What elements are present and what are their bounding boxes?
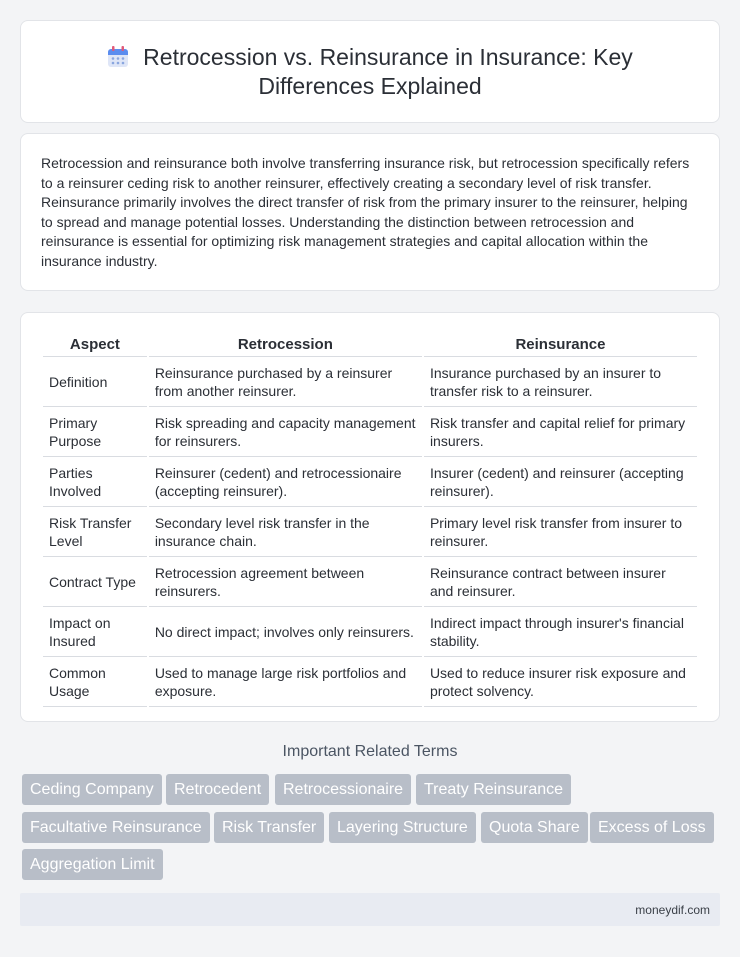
cell-retrocession: Secondary level risk transfer in the insurance chain. bbox=[149, 507, 422, 557]
cell-reinsurance: Risk transfer and capital relief for primary insurers. bbox=[424, 407, 697, 457]
cell-retrocession: Reinsurer (cedent) and retrocessionaire (accepting reinsurer). bbox=[149, 457, 422, 507]
header-reinsurance: Reinsurance bbox=[424, 333, 697, 357]
tag-quota-share[interactable]: Quota Share bbox=[481, 812, 588, 843]
cell-aspect: Contract Type bbox=[43, 557, 147, 607]
cell-retrocession: No direct impact; involves only reinsurers. bbox=[149, 607, 422, 657]
cell-retrocession: Used to manage large risk portfolios and exposure. bbox=[149, 657, 422, 707]
title-line-2: Differences Explained bbox=[258, 73, 482, 99]
cell-reinsurance: Indirect impact through insurer's financial stability. bbox=[424, 607, 697, 657]
footer-site[interactable]: moneydif.com bbox=[635, 903, 710, 917]
tag-treaty-reinsurance[interactable]: Treaty Reinsurance bbox=[416, 774, 571, 805]
cell-aspect: Risk Transfer Level bbox=[43, 507, 147, 557]
cell-aspect: Primary Purpose bbox=[43, 407, 147, 457]
cell-aspect: Impact on Insured bbox=[43, 607, 147, 657]
tag-excess-of-loss[interactable]: Excess of Loss bbox=[590, 812, 714, 843]
tag-retrocessionaire[interactable]: Retrocessionaire bbox=[275, 774, 411, 805]
table-row bbox=[43, 607, 697, 657]
table-header-row bbox=[43, 333, 697, 357]
tag-ceding-company[interactable]: Ceding Company bbox=[22, 774, 162, 805]
calendar-icon bbox=[107, 46, 129, 68]
table-row bbox=[43, 457, 697, 507]
footer-bar bbox=[20, 893, 720, 926]
cell-retrocession: Risk spreading and capacity management for reinsurers. bbox=[149, 407, 422, 457]
cell-retrocession: Reinsurance purchased by a reinsurer from another reinsurer. bbox=[149, 357, 422, 407]
comparison-card bbox=[20, 312, 720, 722]
intro-card bbox=[20, 133, 720, 291]
cell-aspect: Parties Involved bbox=[43, 457, 147, 507]
related-terms-title: Important Related Terms bbox=[282, 743, 458, 760]
table-row bbox=[43, 557, 697, 607]
table-row bbox=[43, 657, 697, 707]
title-card bbox=[20, 20, 720, 123]
tag-aggregation-limit[interactable]: Aggregation Limit bbox=[22, 849, 163, 880]
title-line-1: Retrocession vs. Reinsurance in Insurance: Key bbox=[143, 44, 633, 70]
cell-aspect: Definition bbox=[43, 357, 147, 407]
tag-layering-structure[interactable]: Layering Structure bbox=[329, 812, 476, 843]
page-title bbox=[21, 43, 719, 101]
cell-reinsurance: Primary level risk transfer from insurer to reinsurer. bbox=[424, 507, 697, 557]
table-row bbox=[43, 357, 697, 407]
tag-retrocedent[interactable]: Retrocedent bbox=[166, 774, 269, 805]
table-row bbox=[43, 507, 697, 557]
cell-reinsurance: Reinsurance contract between insurer and reinsurer. bbox=[424, 557, 697, 607]
cell-reinsurance: Insurance purchased by an insurer to transfer risk to a reinsurer. bbox=[424, 357, 697, 407]
cell-reinsurance: Insurer (cedent) and reinsurer (accepting reinsurer). bbox=[424, 457, 697, 507]
cell-aspect: Common Usage bbox=[43, 657, 147, 707]
cell-reinsurance: Used to reduce insurer risk exposure and protect solvency. bbox=[424, 657, 697, 707]
table-row bbox=[43, 407, 697, 457]
comparison-table bbox=[41, 333, 699, 707]
tag-facultative-reinsurance[interactable]: Facultative Reinsurance bbox=[22, 812, 210, 843]
header-aspect: Aspect bbox=[43, 333, 147, 357]
header-retrocession: Retrocession bbox=[149, 333, 422, 357]
intro-paragraph: Retrocession and reinsurance both involve transferring insurance risk, but retrocession specifically refers to a reinsurer ceding risk to another reinsurer, effectively creating a secondary level of risk transfer. Reinsurance primarily involves the direct transfer of risk from the primary insurer to the reinsurer, helping to spread and manage potential losses. Understanding the distinction between retrocession and reinsurance is essential for optimizing risk management strategies and capital allocation within the insurance industry. bbox=[41, 155, 690, 269]
cell-retrocession: Retrocession agreement between reinsurers. bbox=[149, 557, 422, 607]
tag-risk-transfer[interactable]: Risk Transfer bbox=[214, 812, 324, 843]
